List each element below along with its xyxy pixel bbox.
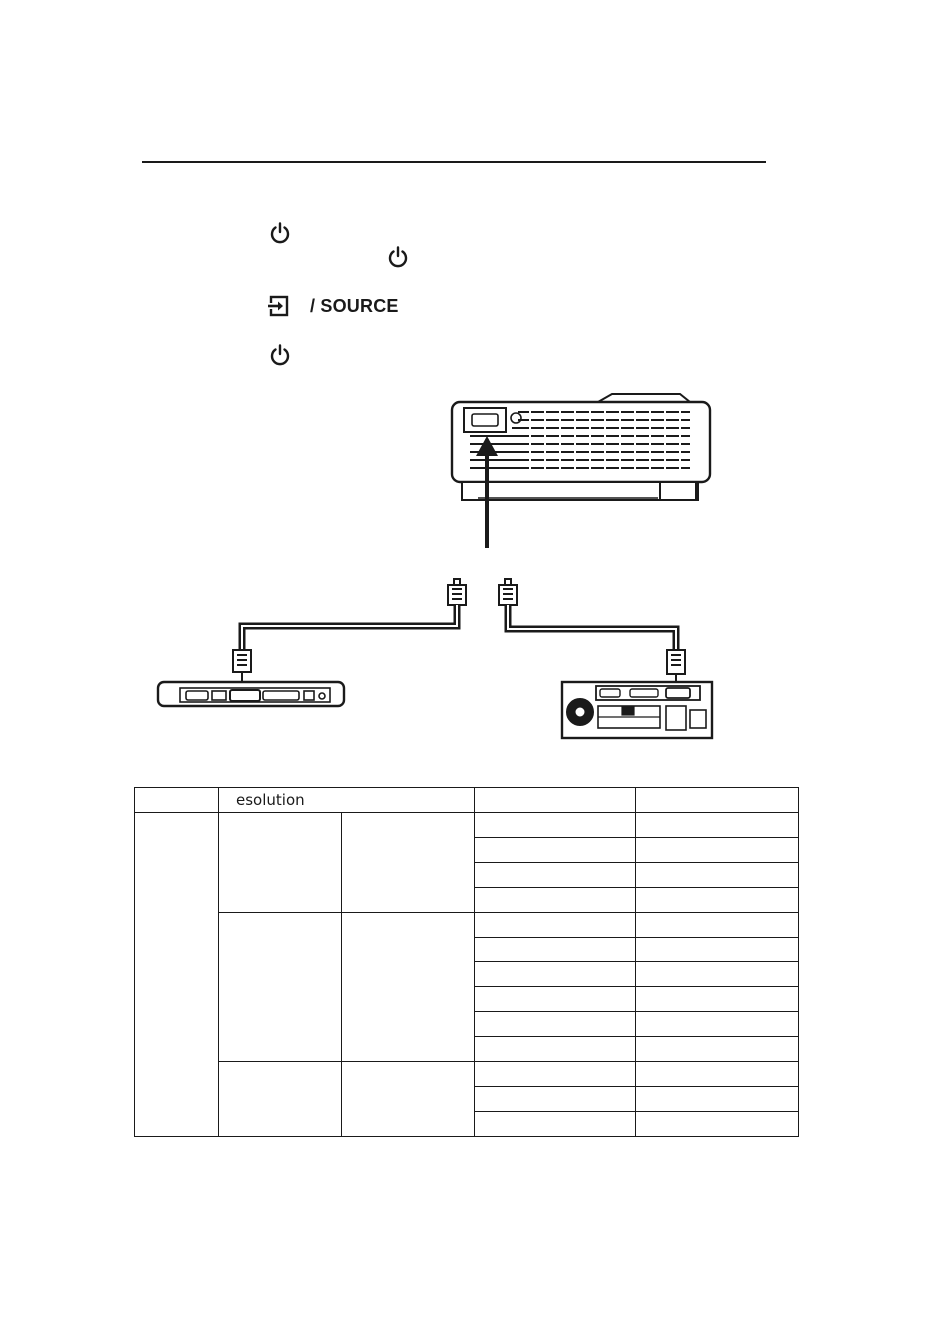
table-cell bbox=[636, 937, 799, 962]
table-cell bbox=[636, 1012, 799, 1037]
table-cell bbox=[475, 1037, 636, 1062]
connection-diagram bbox=[0, 380, 933, 750]
vga-cable bbox=[242, 605, 457, 650]
table-cell bbox=[475, 912, 636, 937]
table-cell bbox=[475, 837, 636, 862]
desktop-pc-illustration bbox=[562, 682, 712, 738]
table-cell bbox=[636, 1062, 799, 1087]
table-cell bbox=[219, 812, 342, 912]
vga-plug bbox=[448, 579, 466, 605]
table-header-row bbox=[135, 788, 799, 813]
resolution-table bbox=[134, 787, 799, 1137]
table-cell bbox=[135, 812, 219, 1136]
table-cell bbox=[636, 837, 799, 862]
table-cell bbox=[475, 1111, 636, 1136]
table-cell bbox=[475, 987, 636, 1012]
table-cell bbox=[342, 912, 475, 1062]
table-cell bbox=[636, 862, 799, 887]
table-cell bbox=[636, 962, 799, 987]
vga-plug bbox=[233, 650, 251, 684]
table-cell bbox=[475, 962, 636, 987]
table-row bbox=[135, 812, 799, 837]
table-cell bbox=[475, 1062, 636, 1087]
table-cell bbox=[475, 812, 636, 837]
table-cell bbox=[636, 1087, 799, 1112]
table-row bbox=[135, 1062, 799, 1087]
table-cell bbox=[219, 912, 342, 1062]
table-header-cell bbox=[636, 788, 799, 813]
table-cell bbox=[636, 1111, 799, 1136]
table-cell bbox=[475, 862, 636, 887]
table-cell bbox=[636, 1037, 799, 1062]
table-cell bbox=[475, 937, 636, 962]
table-cell bbox=[219, 1062, 342, 1137]
table-cell bbox=[636, 812, 799, 837]
table-cell bbox=[475, 1087, 636, 1112]
header-rule bbox=[142, 161, 766, 163]
table-header-cell bbox=[475, 788, 636, 813]
table-cell bbox=[342, 1062, 475, 1137]
table-cell bbox=[475, 887, 636, 912]
table-cell bbox=[636, 887, 799, 912]
vga-cable bbox=[508, 605, 676, 650]
table-cell bbox=[636, 912, 799, 937]
table-header-cell bbox=[135, 788, 219, 813]
table-cell bbox=[475, 1012, 636, 1037]
power-icon bbox=[268, 343, 292, 367]
source-button-label: / SOURCE bbox=[310, 296, 399, 316]
input-source-icon bbox=[268, 295, 290, 317]
resolution-header: esolution bbox=[219, 788, 475, 813]
laptop-illustration bbox=[158, 682, 344, 706]
power-icon bbox=[386, 245, 410, 269]
table-cell bbox=[636, 987, 799, 1012]
table-row bbox=[135, 912, 799, 937]
table-cell bbox=[342, 812, 475, 912]
power-icon bbox=[268, 221, 292, 245]
vga-plug bbox=[499, 579, 517, 605]
